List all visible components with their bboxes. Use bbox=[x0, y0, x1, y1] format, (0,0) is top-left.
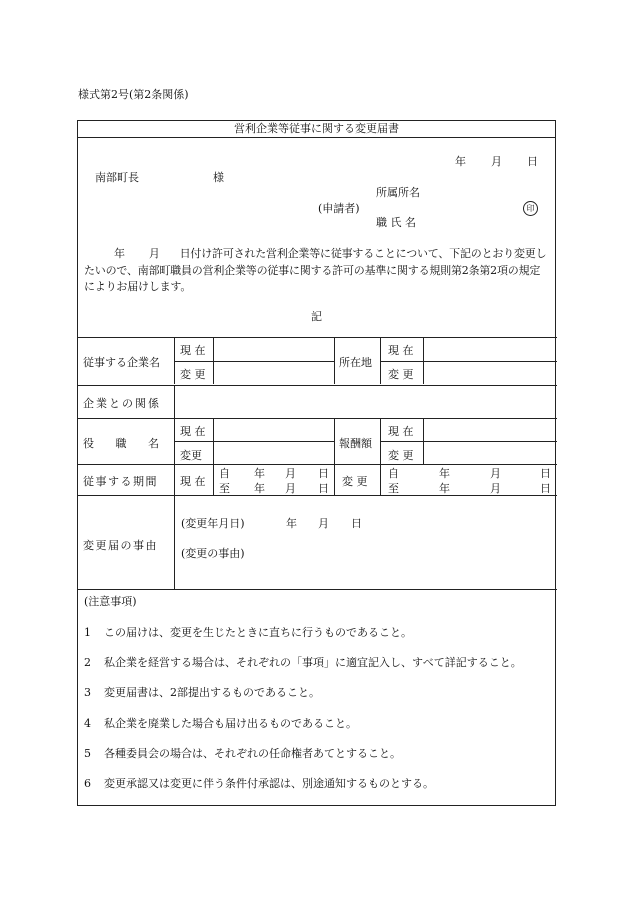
position-current-label: 現 在 bbox=[180, 425, 206, 438]
seal-mark: 印 bbox=[523, 201, 538, 216]
company-mid-line bbox=[174, 361, 334, 362]
period-change-from-year: 年 bbox=[439, 467, 450, 480]
period-change-from: 自 bbox=[388, 467, 399, 480]
body-paragraph bbox=[84, 246, 550, 296]
reward-mid-line bbox=[380, 441, 557, 442]
period-change-to-day: 日 bbox=[540, 482, 551, 495]
vline-relation bbox=[174, 385, 175, 418]
vline-c2 bbox=[334, 418, 335, 495]
period-change-from-day: 日 bbox=[540, 467, 551, 480]
vline-e1 bbox=[423, 337, 424, 384]
body-year: 年 bbox=[114, 247, 125, 260]
period-current-from-month: 月 bbox=[285, 467, 296, 480]
period-change-to: 至 bbox=[388, 482, 399, 495]
addressee: 南部町長 bbox=[95, 171, 139, 184]
body-month: 月 bbox=[148, 247, 160, 260]
period-label: 従事する期間 bbox=[83, 475, 158, 488]
vline-d2 bbox=[380, 418, 381, 495]
honorific: 様 bbox=[213, 171, 224, 184]
dept-label: 所属所名 bbox=[376, 186, 420, 199]
position-label: 役 職 名 bbox=[83, 437, 159, 450]
reward-label: 報酬額 bbox=[339, 437, 372, 450]
vline-c1 bbox=[334, 337, 335, 384]
relation-label: 企業との関係 bbox=[83, 397, 161, 410]
note-item: 4 私企業を廃業した場合も届け出るものであること。 bbox=[84, 717, 357, 730]
period-current-from-day: 日 bbox=[318, 467, 329, 480]
vline-b1 bbox=[213, 337, 214, 384]
period-current-to-day: 日 bbox=[318, 482, 329, 495]
name-label: 職 氏 名 bbox=[376, 216, 416, 229]
company-bottom-line bbox=[78, 385, 557, 386]
change-date-day: 日 bbox=[351, 517, 362, 530]
period-current-label: 現 在 bbox=[180, 475, 206, 488]
vline-e2 bbox=[423, 418, 424, 464]
ki-label: 記 bbox=[311, 310, 322, 323]
position-change-label: 変更 bbox=[180, 449, 202, 462]
period-change-to-year: 年 bbox=[439, 482, 450, 495]
date-day: 日 bbox=[527, 155, 538, 168]
position-mid-line bbox=[174, 441, 334, 442]
reason-label: 変更届の事由 bbox=[83, 539, 158, 552]
note-item: 5 各種委員会の場合は、それぞれの任命権者あてとすること。 bbox=[84, 747, 401, 760]
vline-d1 bbox=[380, 337, 381, 384]
period-current-from-year: 年 bbox=[254, 467, 265, 480]
reward-change-label: 変 更 bbox=[388, 449, 414, 462]
reason-bottom-line bbox=[78, 589, 557, 590]
form-frame bbox=[77, 120, 556, 806]
table-top-line bbox=[78, 337, 557, 338]
note-item: 2 私企業を経営する場合は、それぞれの「事項」に適宜記入し、すべて詳記すること。 bbox=[84, 656, 522, 669]
change-date-year: 年 bbox=[286, 517, 297, 530]
period-current-to-month: 月 bbox=[285, 482, 296, 495]
note-item: 3 変更届書は、2部提出するものであること。 bbox=[84, 686, 320, 699]
location-label: 所在地 bbox=[339, 356, 372, 369]
relation-bottom-line bbox=[78, 418, 557, 419]
location-current-label: 現 在 bbox=[388, 344, 414, 357]
period-current-to: 至 bbox=[219, 482, 230, 495]
change-date-label: (変更年月日) bbox=[181, 517, 245, 530]
date-month: 月 bbox=[491, 155, 502, 168]
note-item: 6 変更承認又は変更に伴う条件付承認は、別途通知するものとする。 bbox=[84, 777, 434, 790]
period-change-label: 変 更 bbox=[342, 475, 368, 488]
form-title: 営利企業等従事に関する変更届書 bbox=[78, 121, 555, 138]
period-current-to-year: 年 bbox=[254, 482, 265, 495]
change-date-month: 月 bbox=[318, 517, 329, 530]
change-reason-label: (変更の事由) bbox=[181, 547, 245, 560]
vline-b2 bbox=[213, 418, 214, 495]
reward-current-label: 現 在 bbox=[388, 425, 414, 438]
period-change-from-month: 月 bbox=[490, 467, 501, 480]
vline-a1 bbox=[174, 337, 175, 384]
period-current-from: 自 bbox=[219, 467, 230, 480]
company-label: 従事する企業名 bbox=[83, 356, 160, 369]
note-item: 1 この届けは、変更を生じたときに直ちに行うものであること。 bbox=[84, 626, 412, 639]
location-mid-line bbox=[380, 361, 557, 362]
body-text: 日付け許可された営利企業等に従事することについて、下記のとおり変更したいので、南部町職員の営利企業等の従事に関する許可の基準に関する規則第2条第2項の規定によりお届けします。 bbox=[84, 247, 547, 293]
notes-heading: (注意事項) bbox=[84, 595, 137, 608]
location-change-label: 変 更 bbox=[388, 368, 414, 381]
date-year: 年 bbox=[455, 155, 466, 168]
vline-a2 bbox=[174, 418, 175, 589]
form-number: 様式第2号(第2条関係) bbox=[78, 88, 189, 101]
company-current-label: 現 在 bbox=[180, 344, 206, 357]
company-change-label: 変 更 bbox=[180, 368, 206, 381]
applicant-label: (申請者) bbox=[318, 202, 360, 215]
period-change-to-month: 月 bbox=[490, 482, 501, 495]
